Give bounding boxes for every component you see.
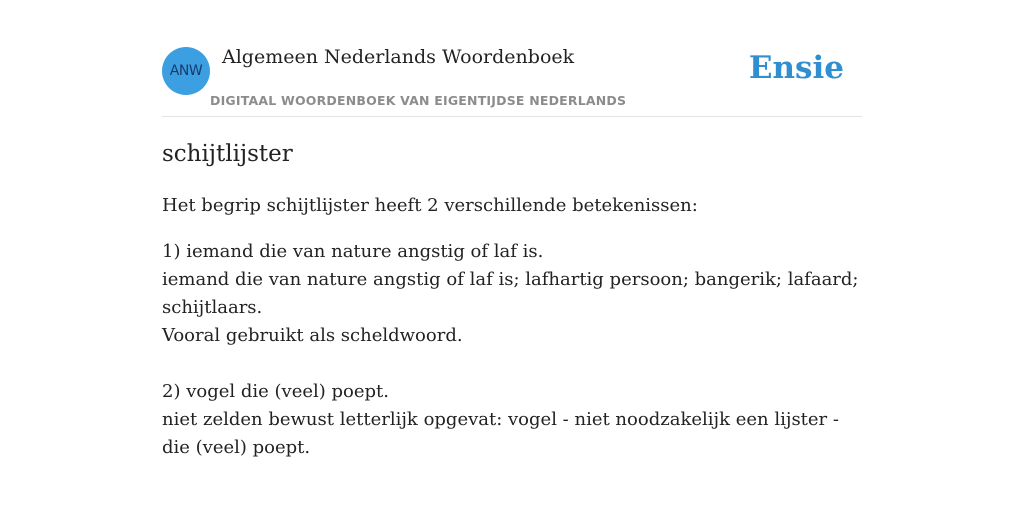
anw-logo[interactable] xyxy=(162,47,210,95)
meaning-note: Vooral gebruikt als scheldwoord. xyxy=(162,325,463,346)
meaning-2 xyxy=(162,378,862,462)
site-header xyxy=(162,40,862,117)
headword: schijtlijster xyxy=(162,141,293,167)
meaning-heading: 1) iemand die van nature angstig of laf is. xyxy=(162,241,544,262)
site-subtitle: DIGITAAL WOORDENBOEK VAN EIGENTIJDSE NEDERLANDS xyxy=(210,93,627,108)
entry-content xyxy=(162,138,862,490)
meaning-heading: 2) vogel die (veel) poept. xyxy=(162,381,389,402)
entry-intro: Het begrip schijtlijster heeft 2 verschillende betekenissen: xyxy=(162,195,698,216)
meaning-1 xyxy=(162,238,862,350)
site-title[interactable]: Algemeen Nederlands Woordenboek xyxy=(222,46,575,68)
logo-text: ANW xyxy=(169,63,203,79)
meaning-definition: niet zelden bewust letterlijk opgevat: vogel - niet noodzakelijk een lijster - die (veel) poept. xyxy=(162,409,839,458)
meaning-definition: iemand die van nature angstig of laf is; lafhartig persoon; bangerik; lafaard; schijtlaars. xyxy=(162,269,859,318)
ensie-brand-logo[interactable]: Ensie xyxy=(748,50,844,86)
